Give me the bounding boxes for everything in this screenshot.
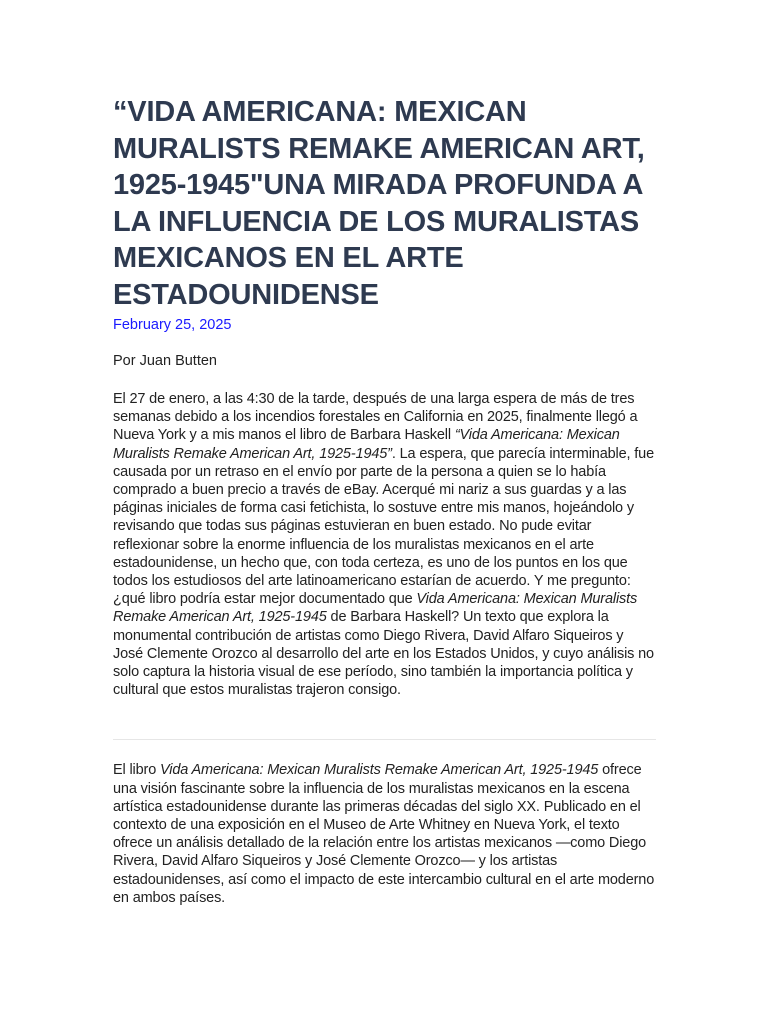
article-title: “VIDA AMERICANA: MEXICAN MURALISTS REMAKE AMERICAN ART, 1925-1945"UNA MIRADA PROFUNDA A LA INFLUENCIA DE LOS MURALISTAS MEXICANOS EN EL ARTE ESTADOUNIDENSE bbox=[113, 96, 645, 311]
section-divider bbox=[113, 739, 656, 740]
book-title-italic-1: “Vida Americana: Mexican Muralists Remake American Art, 1925-1945” bbox=[113, 427, 620, 462]
paragraph-1-text-a: El 27 de enero, a las 4:30 de la tarde, después de una larga espera de más de tres semanas debido a los incendios forestales en California en 2025, finalmente llegó a Nueva York y a mis manos el libro de Barbara Haskell bbox=[113, 391, 638, 444]
paragraph-2-text-a: El libro bbox=[113, 762, 160, 779]
article-paragraph-2 bbox=[113, 761, 656, 907]
book-title-italic-3: Vida Americana: Mexican Muralists Remake American Art, 1925-1945 bbox=[160, 762, 599, 779]
article-date: February 25, 2025 bbox=[113, 317, 232, 333]
paragraph-1-text-c: de Barbara Haskell? Un texto que explora la monumental contribución de artistas como Diego Rivera, David Alfaro Siqueiros y José Clemente Orozco al desarrollo del arte en los Estados Unidos, y cuyo análisis no solo captura la historia visual de ese período, sino también la importancia política y cultural que estos muralistas trajeron consigo. bbox=[113, 609, 654, 699]
paragraph-2-text-b: ofrece una visión fascinante sobre la influencia de los muralistas mexicanos en la escena artística estadounidense durante las primeras décadas del siglo XX. Publicado en el contexto de una exposición en el Museo de Arte Whitney en Nueva York, el texto ofrece un análisis detallado de la relación entre los artistas mexicanos —como Diego Rivera, David Alfaro Siqueiros y José Clemente Orozco— y los artistas estadounidenses, así como el impacto de este intercambio cultural en el arte moderno en ambos países. bbox=[113, 762, 655, 906]
article-paragraph-1 bbox=[113, 390, 656, 699]
book-title-italic-2: Vida Americana: Mexican Muralists Remake American Art, 1925-1945 bbox=[113, 591, 638, 626]
article-author: Por Juan Butten bbox=[113, 353, 217, 369]
paragraph-1-text-b: . La espera, que parecía interminable, fue causada por un retraso en el envío por parte de la persona a quien se lo había comprado a buen precio a través de eBay. Acerqué mi nariz a sus guardas y a las páginas iniciales de forma casi fetichista, lo sostuve entre mis manos, hojeándolo y revisando que todas sus páginas estuvieran en buen estado. No pude evitar reflexionar sobre la enorme influencia de los muralistas mexicanos en el arte estadounidense, un hecho que, con toda certeza, es uno de los puntos en los que todos los estudiosos del arte latinoamericano estarían de acuerdo. Y me pregunto: ¿qué libro podría estar mejor documentado que bbox=[113, 445, 654, 608]
